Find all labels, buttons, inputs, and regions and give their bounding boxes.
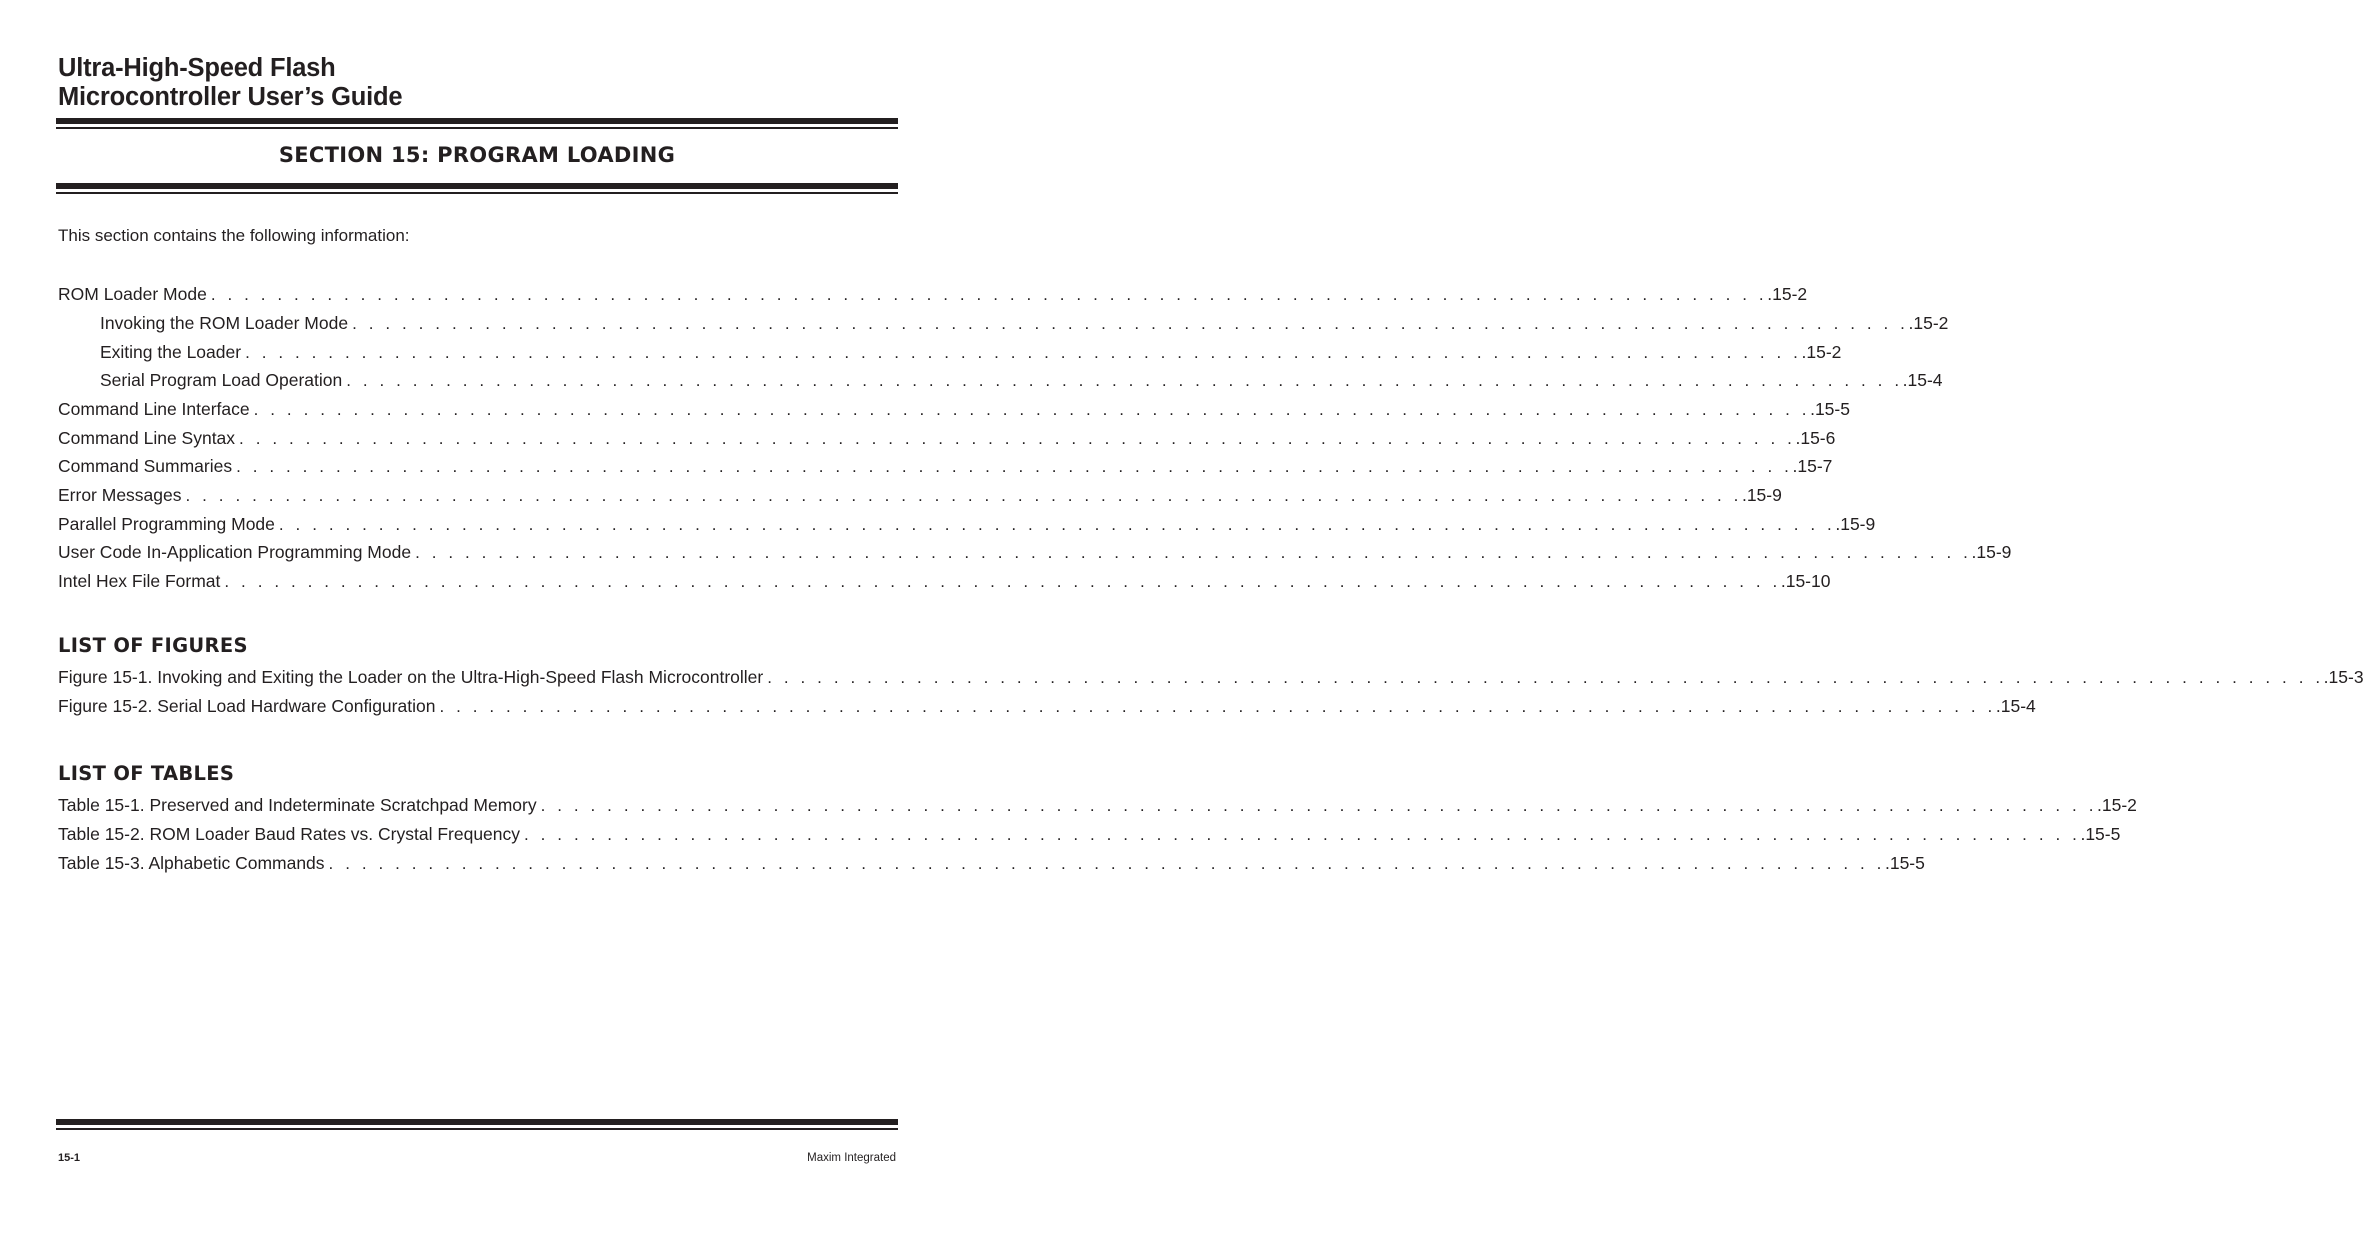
figure-entry[interactable] [58, 665, 2364, 689]
toc-entry-label: User Code In-Application Programming Mode [58, 542, 412, 562]
figure-dot-leader: . . . . . . . . . . . . . . . . . . . . . . . . . . . . . . . . . . . . . . . . . . . . . . . . . . . . . . . . . . . . . . . . . . . . . . . . . . . . . . . . . . . . . . . . . . . . . . [767, 668, 2324, 687]
toc-entry-label: Command Line Interface [58, 399, 250, 419]
header-rule [56, 118, 898, 129]
table-entry-label: Table 15-3. Alphabetic Commands [58, 853, 325, 873]
toc-entry-page: .15-2 [1801, 342, 1842, 362]
toc-entry[interactable] [58, 540, 2012, 564]
toc-entry-label: Parallel Programming Mode [58, 514, 275, 534]
toc-entry-label: Serial Program Load Operation [100, 370, 343, 390]
toc-entry-label: Intel Hex File Format [58, 571, 221, 591]
toc-dot-leader: . . . . . . . . . . . . . . . . . . . . . . . . . . . . . . . . . . . . . . . . . . . . . . . . . . . . . . . . . . . . . . . . . . . . . . . . . . . . . . . . . . . . . . . . . . . . . . [253, 400, 1811, 419]
toc-entry[interactable] [58, 454, 1833, 478]
toc-dot-leader: . . . . . . . . . . . . . . . . . . . . . . . . . . . . . . . . . . . . . . . . . . . . . . . . . . . . . . . . . . . . . . . . . . . . . . . . . . . . . . . . . . . . . . . . . . . . . . [346, 371, 1903, 390]
toc-entry-page: .15-2 [1908, 313, 1949, 333]
table-entry-label: Table 15-1. Preserved and Indeterminate Scratchpad Memory [58, 795, 537, 815]
table-entry-label: Table 15-2. ROM Loader Baud Rates vs. Crystal Frequency [58, 824, 521, 844]
table-entry[interactable] [58, 793, 2137, 817]
document-title-line-1: Ultra-High-Speed Flash [58, 54, 336, 82]
toc-dot-leader: . . . . . . . . . . . . . . . . . . . . . . . . . . . . . . . . . . . . . . . . . . . . . . . . . . . . . . . . . . . . . . . . . . . . . . . . . . . . . . . . . . . . . . . . . . . . . . [224, 572, 1781, 591]
toc-entry[interactable] [58, 426, 1836, 450]
toc-dot-leader: . . . . . . . . . . . . . . . . . . . . . . . . . . . . . . . . . . . . . . . . . . . . . . . . . . . . . . . . . . . . . . . . . . . . . . . . . . . . . . . . . . . . . . . . . . . . . . [236, 457, 1793, 476]
figure-entry[interactable] [58, 694, 2036, 718]
toc-dot-leader: . . . . . . . . . . . . . . . . . . . . . . . . . . . . . . . . . . . . . . . . . . . . . . . . . . . . . . . . . . . . . . . . . . . . . . . . . . . . . . . . . . . . . . . . . . . . . . [278, 515, 1836, 534]
toc-entry-label: Command Line Syntax [58, 428, 236, 448]
table-entry[interactable] [58, 822, 2121, 846]
toc-entry-page: .15-9 [1971, 542, 2012, 562]
table-entry-page: .15-5 [1884, 853, 1925, 873]
figure-entry-label: Figure 15-2. Serial Load Hardware Configuration [58, 696, 436, 716]
toc-dot-leader: . . . . . . . . . . . . . . . . . . . . . . . . . . . . . . . . . . . . . . . . . . . . . . . . . . . . . . . . . . . . . . . . . . . . . . . . . . . . . . . . . . . . . . . . . . . . . . [415, 543, 1972, 562]
table-dot-leader: . . . . . . . . . . . . . . . . . . . . . . . . . . . . . . . . . . . . . . . . . . . . . . . . . . . . . . . . . . . . . . . . . . . . . . . . . . . . . . . . . . . . . . . . . . . . . . [540, 796, 2098, 815]
section-title: SECTION 15: PROGRAM LOADING [278, 143, 676, 167]
toc-entry-label: Invoking the ROM Loader Mode [100, 313, 349, 333]
table-dot-leader: . . . . . . . . . . . . . . . . . . . . . . . . . . . . . . . . . . . . . . . . . . . . . . . . . . . . . . . . . . . . . . . . . . . . . . . . . . . . . . . . . . . . . . . . . . . . . . [328, 854, 1885, 873]
toc-entry-page: .15-2 [1767, 284, 1808, 304]
figure-entry-page: .15-3 [2323, 667, 2364, 687]
toc-entry-page: .15-10 [1780, 571, 1831, 591]
document-title [58, 54, 402, 112]
toc-entry[interactable] [100, 368, 1943, 392]
toc-entry[interactable] [58, 397, 1850, 421]
toc-dot-leader: . . . . . . . . . . . . . . . . . . . . . . . . . . . . . . . . . . . . . . . . . . . . . . . . . . . . . . . . . . . . . . . . . . . . . . . . . . . . . . . . . . . . . . . . . . . . . . [239, 429, 1796, 448]
footer-rule [56, 1119, 898, 1130]
toc-entry[interactable] [58, 569, 1831, 593]
table-dot-leader: . . . . . . . . . . . . . . . . . . . . . . . . . . . . . . . . . . . . . . . . . . . . . . . . . . . . . . . . . . . . . . . . . . . . . . . . . . . . . . . . . . . . . . . . . . . . . . [524, 825, 2081, 844]
toc-entry-page: .15-6 [1795, 428, 1836, 448]
toc-entry[interactable] [58, 483, 1782, 507]
figure-entry-page: .15-4 [1995, 696, 2036, 716]
toc-dot-leader: . . . . . . . . . . . . . . . . . . . . . . . . . . . . . . . . . . . . . . . . . . . . . . . . . . . . . . . . . . . . . . . . . . . . . . . . . . . . . . . . . . . . . . . . . . . . . . [210, 285, 1768, 304]
toc-entry-page: .15-7 [1792, 456, 1833, 476]
table-entry-page: .15-5 [2080, 824, 2121, 844]
toc-entry-label: Command Summaries [58, 456, 233, 476]
toc-entry[interactable] [100, 340, 1842, 364]
list-of-tables-heading: LIST OF TABLES [58, 762, 235, 785]
figure-entry-label: Figure 15-1. Invoking and Exiting the Loader on the Ultra-High-Speed Flash Microcontroller [58, 667, 764, 687]
toc-entry-page: .15-4 [1902, 370, 1943, 390]
toc-dot-leader: . . . . . . . . . . . . . . . . . . . . . . . . . . . . . . . . . . . . . . . . . . . . . . . . . . . . . . . . . . . . . . . . . . . . . . . . . . . . . . . . . . . . . . . . . . . . . . [185, 486, 1742, 505]
list-of-figures-heading: LIST OF FIGURES [58, 634, 248, 657]
toc-entry-page: .15-5 [1810, 399, 1850, 419]
section-rule [56, 183, 898, 194]
toc-entry-page: .15-9 [1741, 485, 1782, 505]
toc-entry[interactable] [58, 512, 1876, 536]
page-number: 15-1 [58, 1152, 81, 1164]
table-entry-page: .15-2 [2097, 795, 2137, 815]
toc-dot-leader: . . . . . . . . . . . . . . . . . . . . . . . . . . . . . . . . . . . . . . . . . . . . . . . . . . . . . . . . . . . . . . . . . . . . . . . . . . . . . . . . . . . . . . . . . . . . . . [352, 314, 1909, 333]
toc-entry-label: ROM Loader Mode [58, 284, 207, 304]
toc-entry-page: .15-9 [1835, 514, 1876, 534]
toc-entry[interactable] [100, 311, 1949, 335]
company-name: Maxim Integrated [807, 1152, 896, 1164]
table-entry[interactable] [58, 851, 1925, 875]
section-intro: This section contains the following information: [58, 226, 410, 245]
document-title-line-2: Microcontroller User’s Guide [58, 83, 403, 111]
figure-dot-leader: . . . . . . . . . . . . . . . . . . . . . . . . . . . . . . . . . . . . . . . . . . . . . . . . . . . . . . . . . . . . . . . . . . . . . . . . . . . . . . . . . . . . . . . . . . . . . . [439, 697, 1996, 716]
toc-entry[interactable] [58, 282, 1808, 306]
toc-entry-label: Error Messages [58, 485, 182, 505]
toc-entry-label: Exiting the Loader [100, 342, 242, 362]
toc-dot-leader: . . . . . . . . . . . . . . . . . . . . . . . . . . . . . . . . . . . . . . . . . . . . . . . . . . . . . . . . . . . . . . . . . . . . . . . . . . . . . . . . . . . . . . . . . . . . . . [245, 343, 1802, 362]
